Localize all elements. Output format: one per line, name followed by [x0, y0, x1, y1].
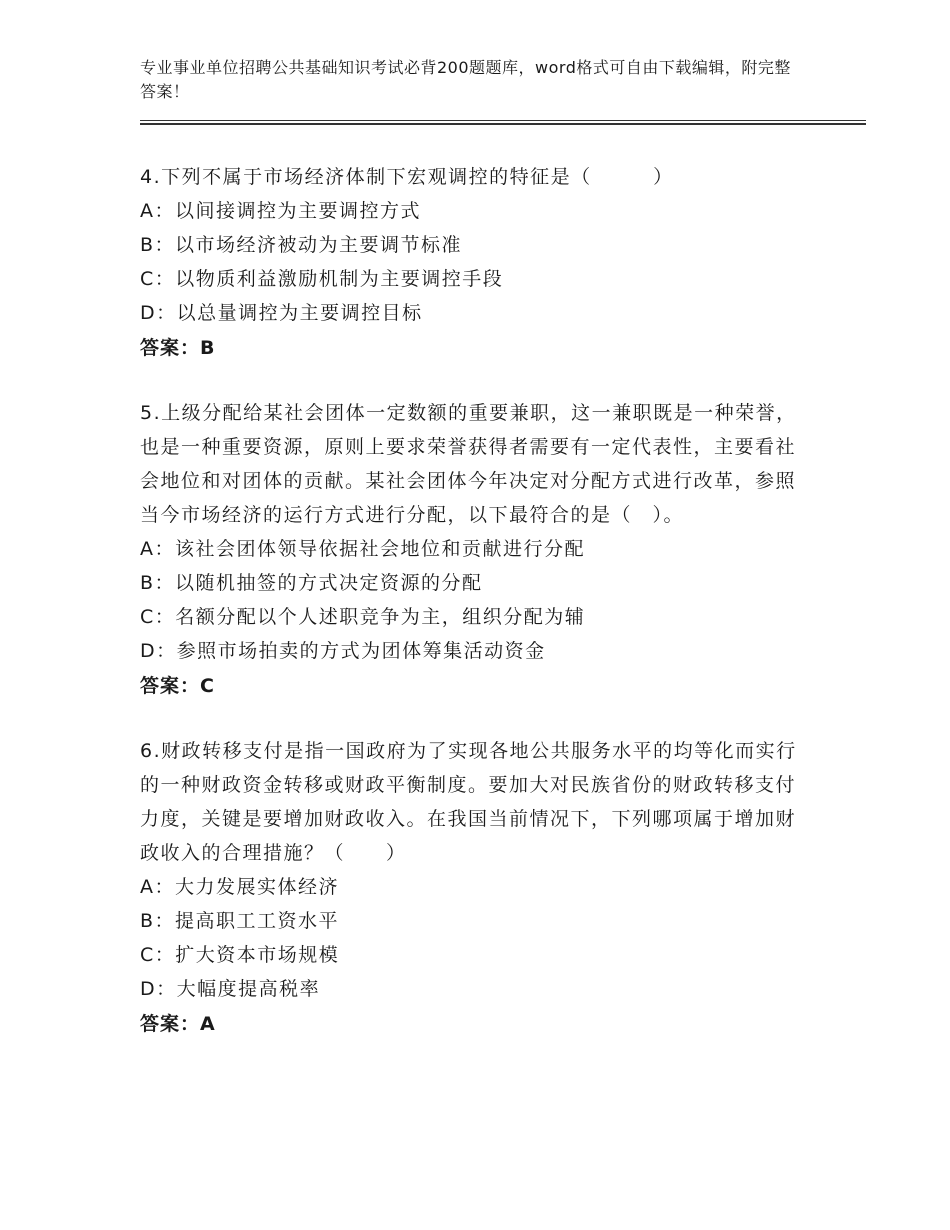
option-d: D：参照市场拍卖的方式为团体筹集活动资金 [140, 640, 546, 662]
option-b: B：以随机抽签的方式决定资源的分配 [140, 572, 483, 594]
option-d: D：以总量调控为主要调控目标 [140, 302, 423, 324]
option-c: C：名额分配以个人述职竞争为主，组织分配为辅 [140, 606, 586, 628]
question-6 [140, 734, 800, 1042]
option-c: C：以物质利益激励机制为主要调控手段 [140, 268, 504, 290]
header-divider [140, 120, 866, 125]
option-d: D：大幅度提高税率 [140, 978, 321, 1000]
answer-label: 答案： [140, 337, 201, 359]
question-stem: 4.下列不属于市场经济体制下宏观调控的特征是（ ） [140, 166, 674, 188]
option-a: A：大力发展实体经济 [140, 876, 339, 898]
option-a: A：以间接调控为主要调控方式 [140, 200, 421, 222]
answer-value: C [200, 675, 216, 697]
answer-label: 答案： [140, 1013, 201, 1035]
question-stem: 5.上级分配给某社会团体一定数额的重要兼职，这一兼职既是一种荣誉，也是一种重要资源，原则上要求荣誉获得者需要有一定代表性，主要看社会地位和对团体的贡献。某社会团体今年决定对分配方式进行改革，参照当今市场经济的运行方式进行分配，以下最符合的是（ ）。 [140, 402, 797, 526]
option-b: B：提高职工工资水平 [140, 910, 340, 932]
answer-line [140, 1006, 800, 1042]
question-5 [140, 396, 800, 704]
option-c: C：扩大资本市场规模 [140, 944, 340, 966]
option-b: B：以市场经济被动为主要调节标准 [140, 234, 463, 256]
page-header: 专业事业单位招聘公共基础知识考试必背200题题库，word格式可自由下载编辑，附完整答案！ [140, 58, 791, 101]
question-4 [140, 160, 800, 366]
question-list [140, 160, 800, 1072]
answer-line [140, 668, 800, 704]
answer-line [140, 330, 800, 366]
answer-value: A [200, 1013, 217, 1035]
question-stem: 6.财政转移支付是指一国政府为了实现各地公共服务水平的均等化而实行的一种财政资金转移或财政平衡制度。要加大对民族省份的财政转移支付力度，关键是要增加财政收入。在我国当前情况下，下列哪项属于增加财政收入的合理措施？（ ） [140, 740, 797, 864]
answer-label: 答案： [140, 675, 201, 697]
option-a: A：该社会团体领导依据社会地位和贡献进行分配 [140, 538, 585, 560]
answer-value: B [200, 337, 216, 359]
